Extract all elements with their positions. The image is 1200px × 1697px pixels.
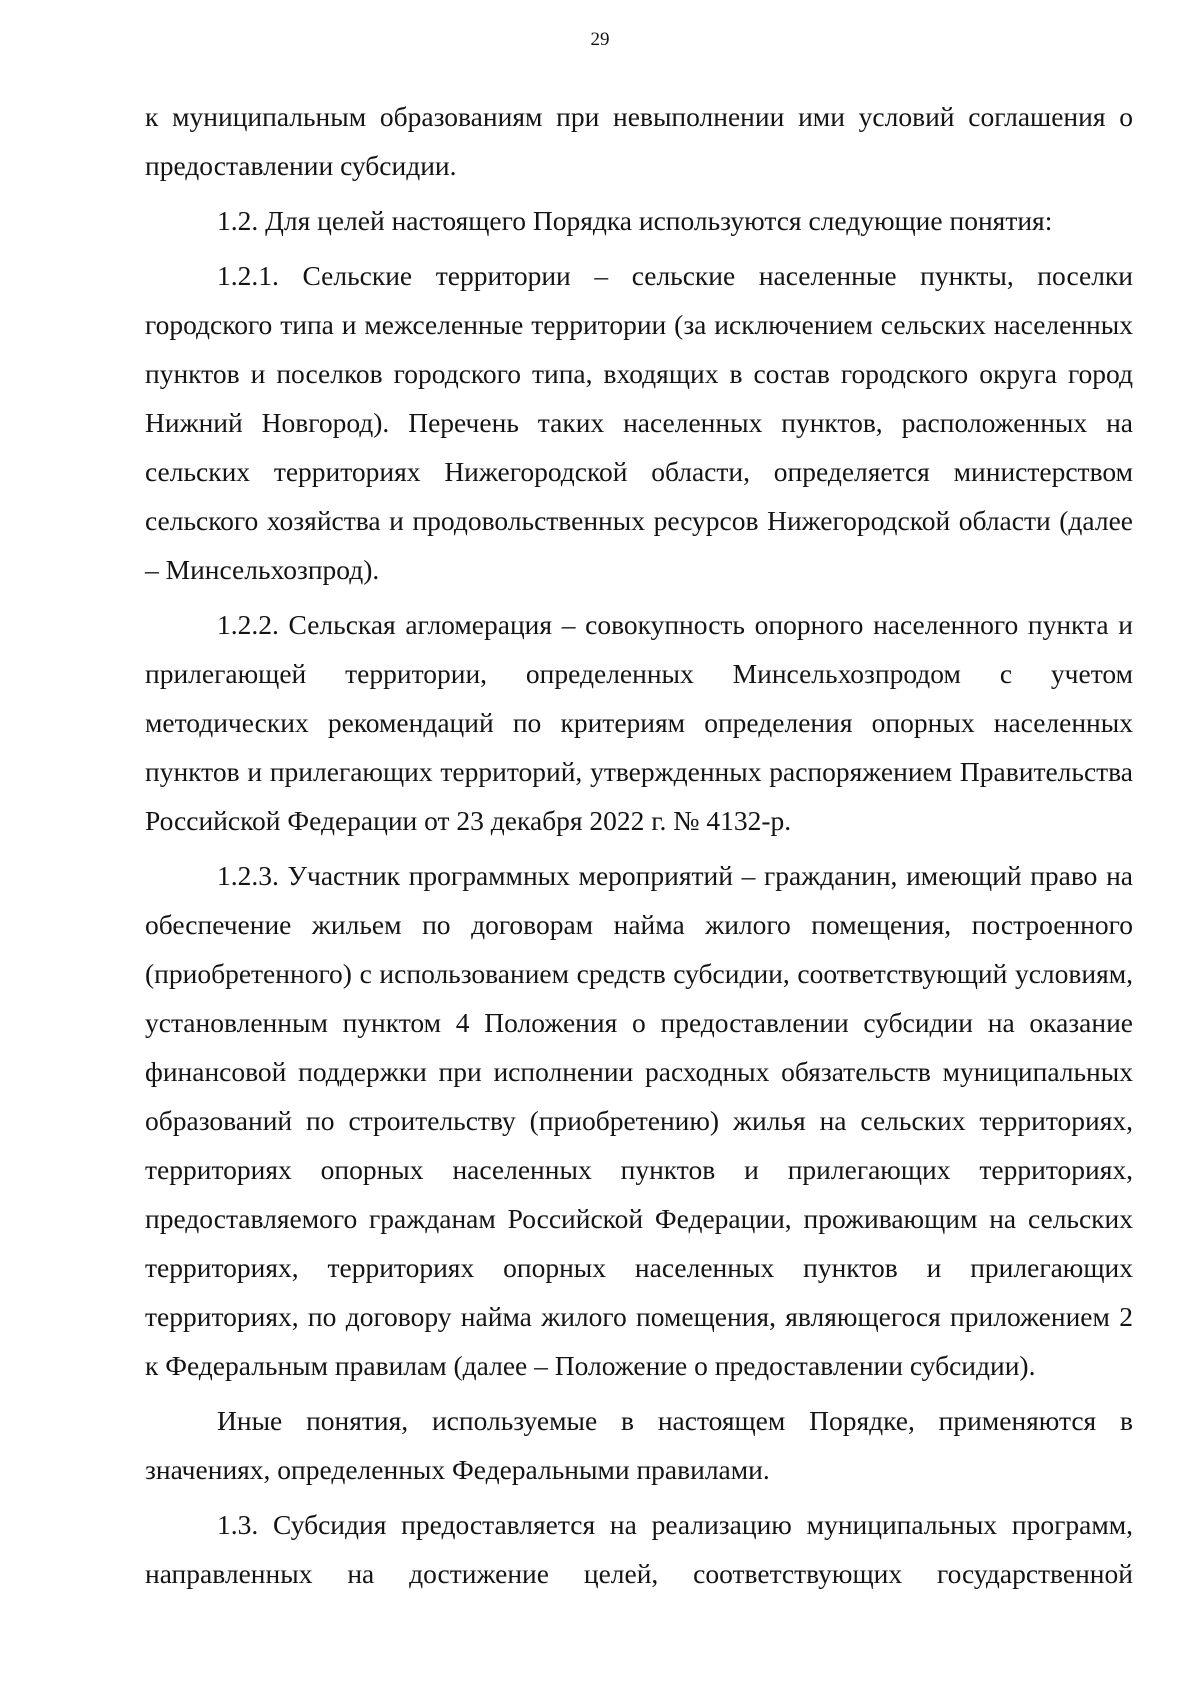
document-body xyxy=(145,92,1133,1604)
paragraph-1-2: 1.2. Для целей настоящего Порядка используются следующие понятия: xyxy=(217,205,1053,236)
paragraph-1-2-2: 1.2.2. Сельская агломерация – совокупность опорного населенного пункта и прилегающей территории, определенных Минсельхозпродом с учетом методических рекомендаций по критериям определения опорных населенных пунктов и прилегающих территорий, утвержденных распоряжением Правительства Российской Федерации от 23 декабря 2022 г. № 4132-р. xyxy=(145,609,1133,836)
paragraph-continuation: к муниципальным образованиям при невыполнении ими условий соглашения о предоставлении субсидии. xyxy=(145,101,1133,181)
paragraph-1-2-1: 1.2.1. Сельские территории – сельские населенные пункты, поселки городского типа и межселенные территории (за исключением сельских населенных пунктов и поселков городского типа, входящих в состав городского округа город Нижний Новгород). Перечень таких населенных пунктов, расположенных на сельских территориях Нижегородской области, определяется министерством сельского хозяйства и продовольственных ресурсов Нижегородской области (далее – Минсельхозпрод). xyxy=(145,260,1133,585)
page-number: 29 xyxy=(590,29,610,50)
paragraph-1-2-3: 1.2.3. Участник программных мероприятий – гражданин, имеющий право на обеспечение жильем по договорам найма жилого помещения, построенного (приобретенного) с использованием средств субсидии, соответствующий условиям, установленным пунктом 4 Положения о предоставлении субсидии на оказание финансовой поддержки при исполнении расходных обязательств муниципальных образований по строительству (приобретению) жилья на сельских территориях, территориях опорных населенных пунктов и прилегающих территориях, предоставляемого гражданам Российской Федерации, проживающим на сельских территориях, территориях опорных населенных пунктов и прилегающих территориях, по договору найма жилого помещения, являющегося приложением 2 к Федеральным правилам (далее – Положение о предоставлении субсидии). xyxy=(145,860,1133,1381)
paragraph-1-3: 1.3. Субсидия предоставляется на реализацию муниципальных программ, направленных на достижение целей, соответствующих государственной xyxy=(145,1509,1133,1589)
paragraph-other-terms: Иные понятия, используемые в настоящем Порядке, применяются в значениях, определенных Федеральными правилами. xyxy=(145,1405,1133,1485)
